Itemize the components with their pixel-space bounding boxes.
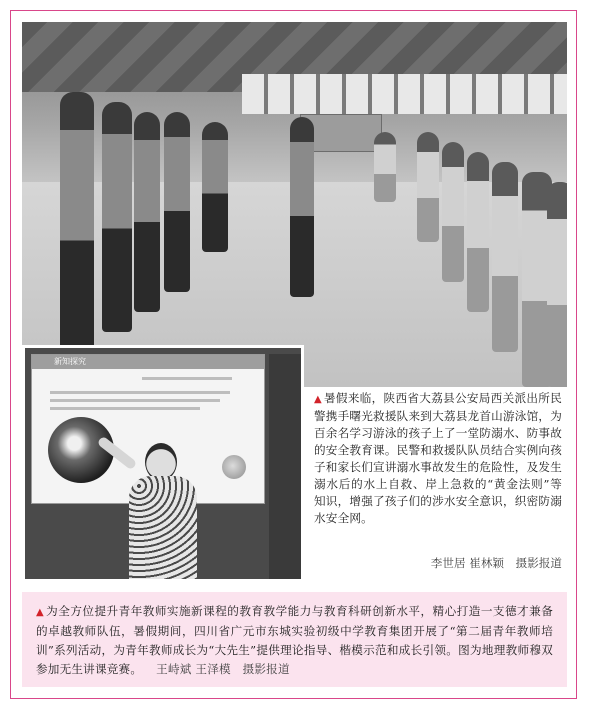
police-safety-photo: [22, 22, 567, 387]
police-photo-credit: 李世居 崔林颖 摄影报道: [430, 556, 562, 570]
slide-header: 新知探究: [54, 357, 86, 366]
teacher-caption-text: 为全方位提升青年教师实施新课程的教育教学能力与教育科研创新水平，精心打造一支德才兼备的卓越教师队伍，暑假期间，四川省广元市东城实验初级中学教育集团开展了“第二届青年教师培训”系列活动，为青年教师成长为“大先生”提供理论指导、楷模示范和成长引领。图为地理教师穆双参加无生讲课竞赛。: [36, 604, 553, 676]
triangle-marker-icon: ▲: [36, 607, 45, 618]
police-caption: [314, 390, 562, 527]
police-caption-text: 暑假来临，陕西省大荔县公安局西关派出所民警携手曙光救援队来到大荔县龙首山游泳馆，为百余名学习游泳的孩子上了一堂防溺水、防事故的安全教育课。民警和救援队队员结合实例向孩子和家长们宣讲溺水事故发生的危险性，及发生溺水后的水上自救、岸上急救的“黄金法则”等知识，增强了孩子们的涉水安全意识，织密防溺水安全网。: [314, 391, 562, 525]
teacher-lecture-photo: [22, 345, 304, 582]
teacher-photo-credit: 王峙斌 王泽模 摄影报道: [156, 662, 290, 676]
teacher-caption: [22, 592, 567, 687]
moon-image: [222, 455, 246, 479]
triangle-marker-icon: ▲: [314, 394, 323, 405]
